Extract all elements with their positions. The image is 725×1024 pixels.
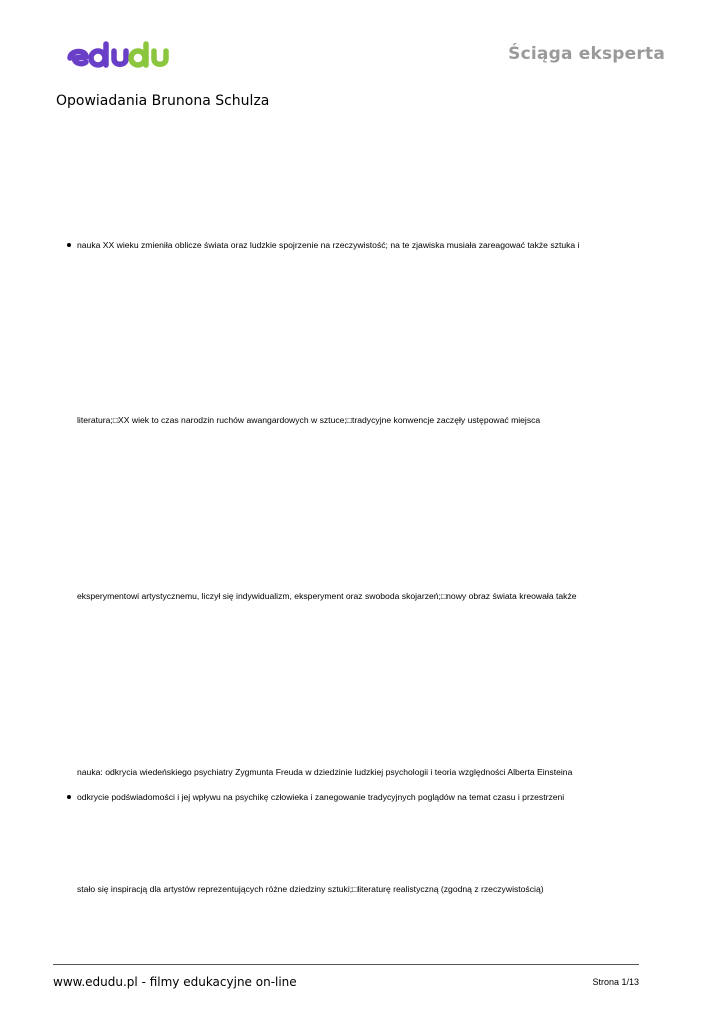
text-line-6: stało się inspiracją dla artystów reprezentujących różne dziedziny sztuki;□literaturę realistyczną (zgodną z rzeczywistością) (77, 884, 544, 894)
text-line-1: nauka XX wieku zmieniła oblicze świata oraz ludzkie spojrzenie na rzeczywistość; na te zjawiska musiała zareagować także sztuka i (77, 240, 580, 250)
footer-divider (53, 964, 639, 965)
brand-tagline: Ściąga eksperta (508, 44, 665, 64)
page-number: Strona 1/13 (592, 977, 639, 987)
edudu-logo-graphic (66, 38, 176, 72)
text-line-3: eksperymentowi artystycznemu, liczył się indywidualizm, eksperyment oraz swoboda skojarzeń;□nowy obraz świata kreowała także (77, 591, 577, 601)
text-line-5: odkrycie podświadomości i jej wpływu na psychikę człowieka i zanegowanie tradycyjnych poglądów na temat czasu i przestrzeni (77, 792, 565, 802)
document-title: Opowiadania Brunona Schulza (56, 93, 270, 109)
text-line-2: literatura;□XX wiek to czas narodzin ruchów awangardowych w sztuce;□tradycyjne konwencje zaczęły ustępować miejsca (77, 415, 541, 425)
footer-site-link[interactable]: www.edudu.pl - filmy edukacyjne on-line (53, 975, 297, 989)
edudu-logo[interactable] (66, 38, 176, 72)
text-line-4: nauka: odkrycia wiedeńskiego psychiatry Zygmunta Freuda w dziedzinie ludzkiej psychologii i teoria względności Alberta Einsteina (77, 767, 573, 777)
